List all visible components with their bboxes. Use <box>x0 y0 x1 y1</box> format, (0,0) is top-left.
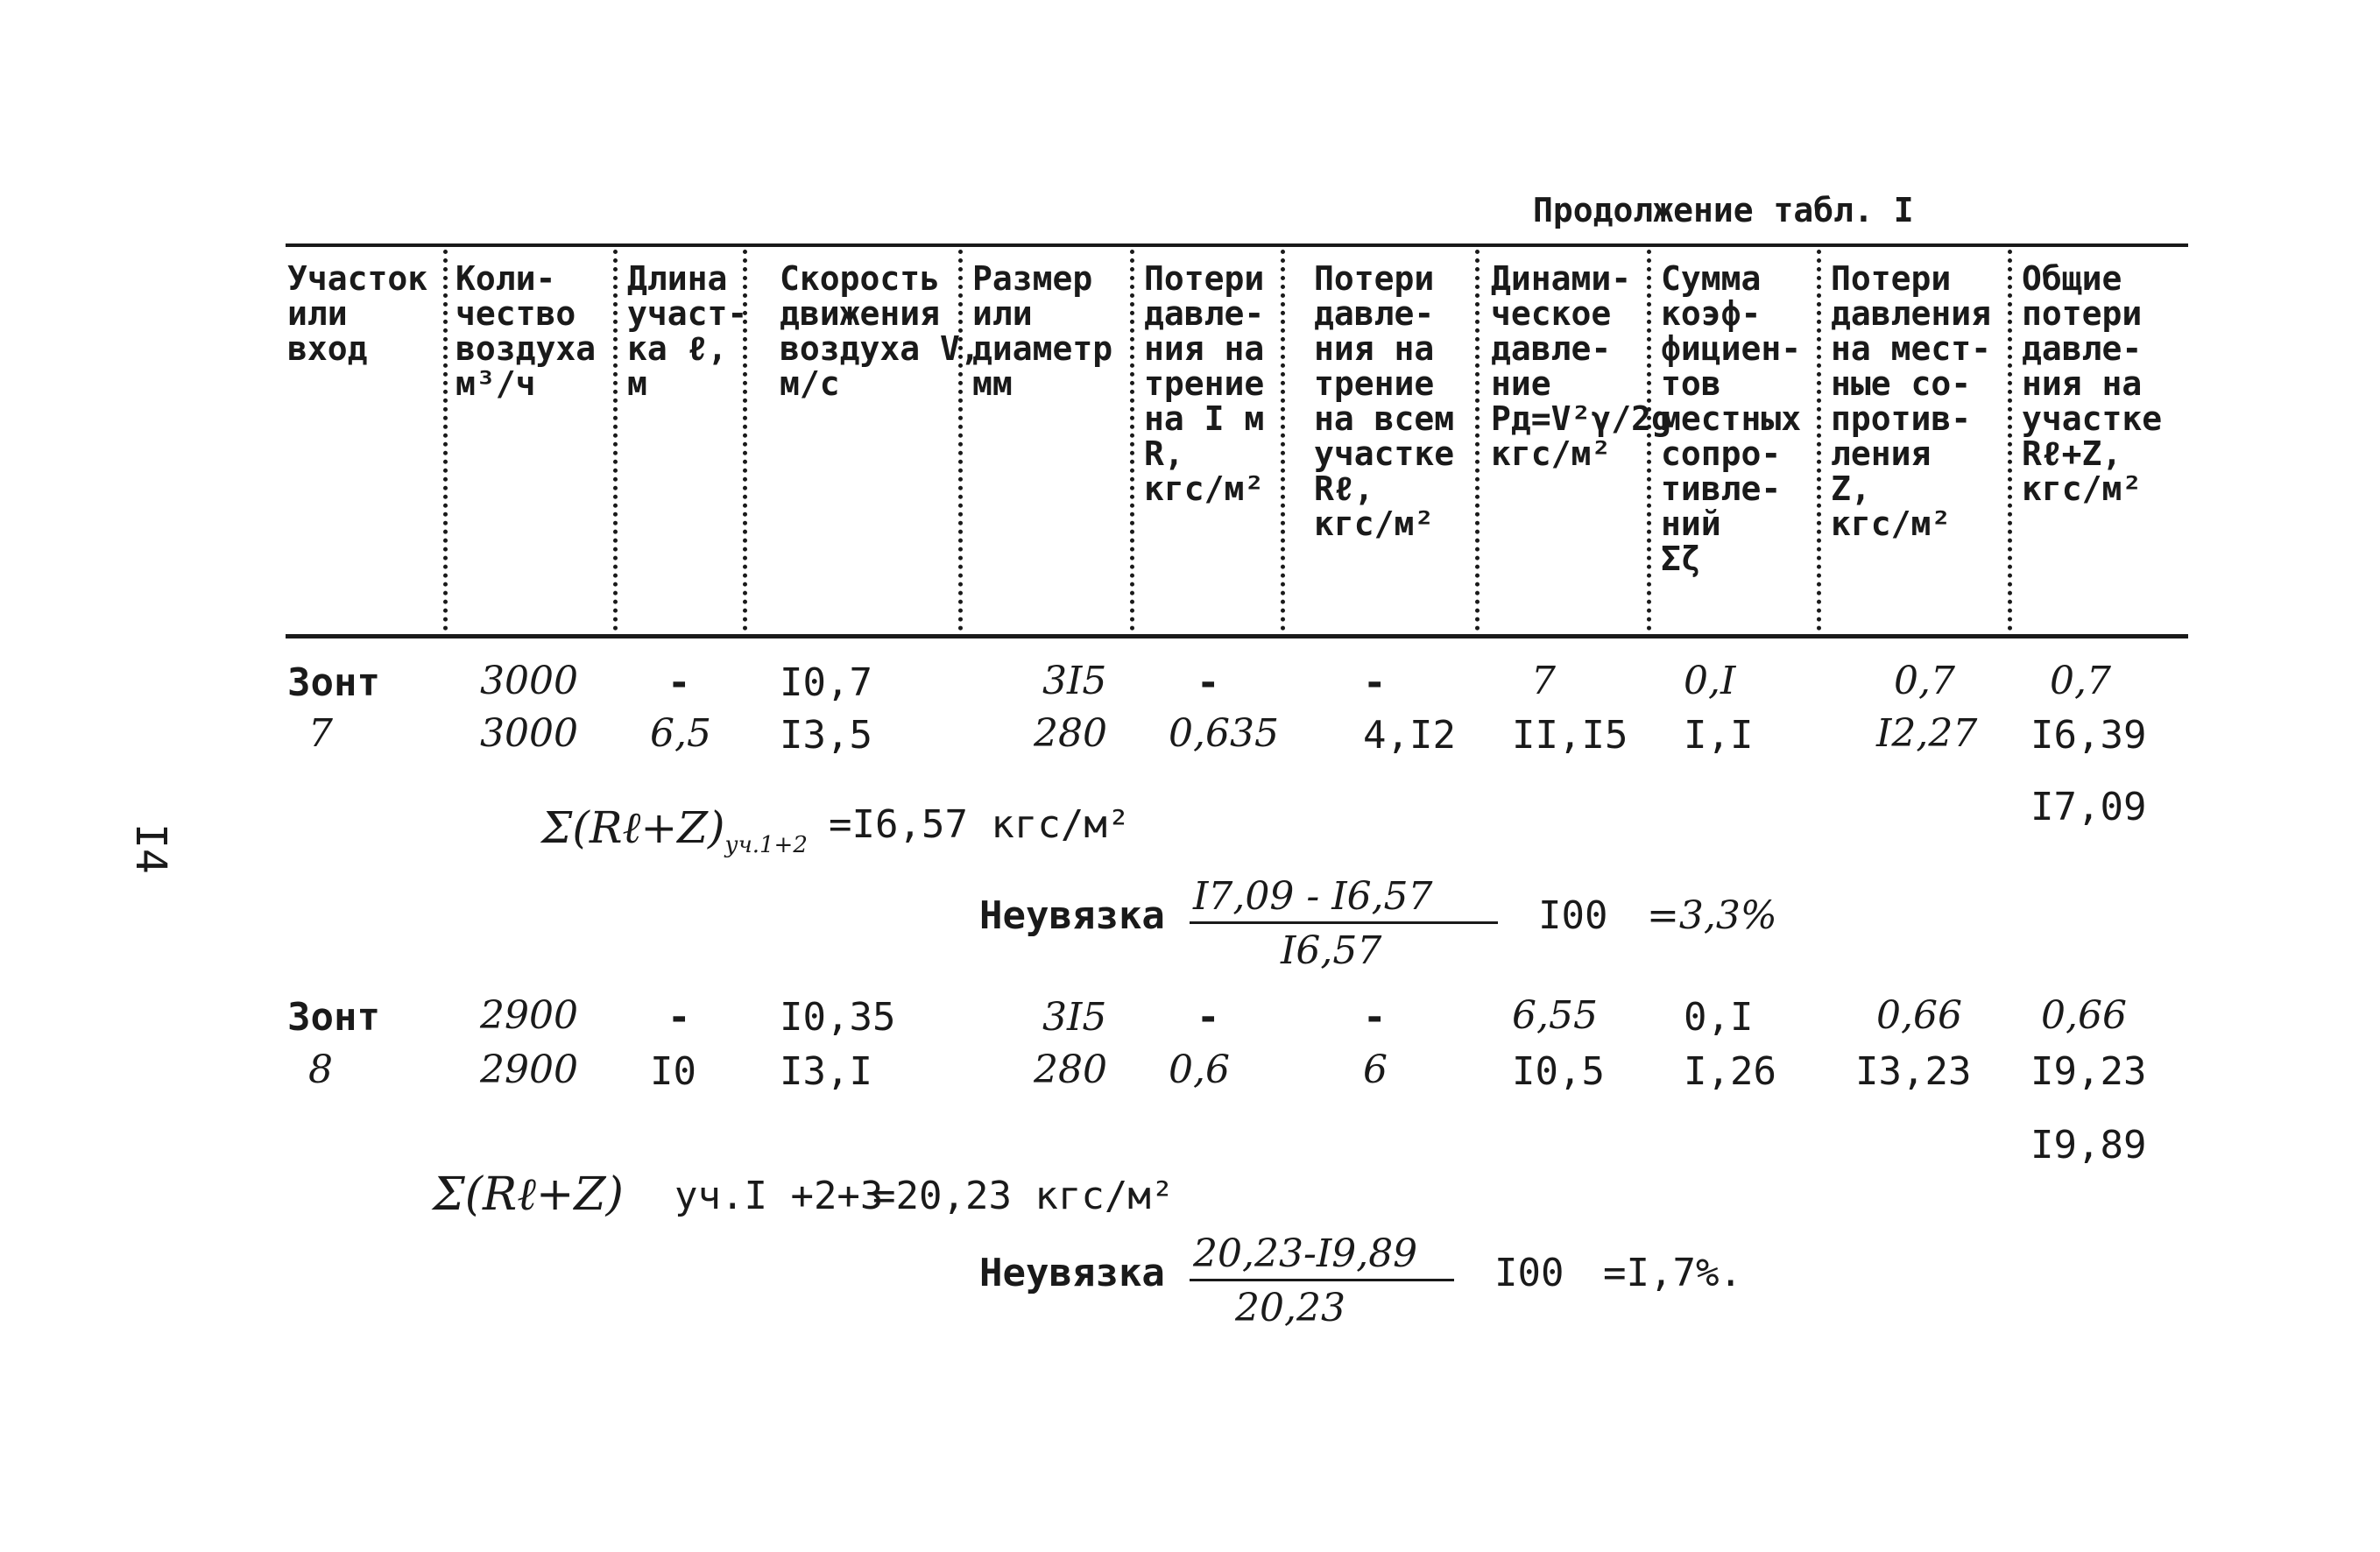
column-separator <box>1475 250 1480 631</box>
sum-expression: $\Sigma(R\ell+Z)_{уч.1+2}$ <box>541 802 808 858</box>
cell-section: Зонт <box>287 660 380 705</box>
cell-friction-total: 6 <box>1363 1048 1388 1092</box>
cell-friction-per-m: 0,635 <box>1169 711 1279 756</box>
cell-length: - <box>667 995 691 1040</box>
cell-length: I0 <box>650 1049 696 1094</box>
cell-diameter: 3I5 <box>1042 995 1107 1040</box>
discrepancy-numerator: I7,09 - I6,57 <box>1193 874 1433 919</box>
column-separator <box>1281 250 1285 631</box>
sum-value: =I6,57 кгс/м² <box>829 802 1131 847</box>
header-coef-sum: Сумма коэф- фициен- тов местных сопро- тивле- ний Σζ <box>1661 259 1802 578</box>
cell-total-sum: I7,09 <box>2030 785 2147 829</box>
column-separator <box>1130 250 1134 631</box>
cell-dynamic-pressure: I0,5 <box>1512 1049 1605 1094</box>
cell-local-loss: I3,23 <box>1855 1049 1972 1094</box>
header-speed: Скорость движения воздуха V, м/с <box>780 259 980 403</box>
cell-quantity: 2900 <box>480 1048 578 1092</box>
cell-friction-total: - <box>1363 995 1387 1040</box>
cell-total-loss: 0,7 <box>2050 659 2111 703</box>
cell-friction-per-m: 0,6 <box>1169 1048 1230 1092</box>
header-bottom-rule <box>286 634 2188 638</box>
discrepancy-label: Неувязка <box>979 1251 1165 1295</box>
discrepancy-result: =3,3% <box>1647 893 1777 938</box>
header-section: Участок или вход <box>287 259 428 368</box>
cell-friction-per-m: - <box>1197 995 1220 1040</box>
discrepancy-multiplier: I00 <box>1538 893 1608 938</box>
cell-length: - <box>667 660 691 705</box>
header-quantity: Коли- чество воздуха м³/ч <box>456 259 597 403</box>
header-diameter: Размер или диаметр мм <box>972 259 1113 403</box>
column-separator <box>958 250 963 631</box>
cell-dynamic-pressure: 7 <box>1531 659 1556 703</box>
cell-coef-sum: 0,I <box>1684 995 1754 1040</box>
sum-range: уч.I +2+3 <box>674 1174 884 1218</box>
cell-section: Зонт <box>287 995 380 1040</box>
cell-section: 8 <box>308 1048 333 1092</box>
cell-dynamic-pressure: 6,55 <box>1512 993 1598 1038</box>
cell-dynamic-pressure: II,I5 <box>1512 713 1628 758</box>
sum-expression: Σ(Rℓ+Z) <box>433 1168 624 1221</box>
cell-diameter: 3I5 <box>1042 659 1107 703</box>
cell-friction-per-m: - <box>1197 660 1220 705</box>
header-total-loss: Общие потери давле- ния на участке Rℓ+Z, кгс/м² <box>2022 259 2163 508</box>
cell-speed: I3,5 <box>780 713 872 758</box>
table-caption: Продолжение табл. I <box>1533 191 1914 229</box>
cell-total-loss: I6,39 <box>2030 713 2147 758</box>
fraction-line <box>1190 1279 1454 1281</box>
cell-speed: I0,7 <box>780 660 872 705</box>
discrepancy-multiplier: I00 <box>1494 1251 1564 1295</box>
header-length: Длина участ- ка ℓ, м <box>627 259 748 403</box>
cell-speed: I3,I <box>780 1049 872 1094</box>
column-separator <box>1817 250 1821 631</box>
table-top-rule <box>286 243 2188 247</box>
cell-section: 7 <box>308 711 333 756</box>
discrepancy-label: Неувязка <box>979 893 1165 938</box>
column-separator <box>2008 250 2012 631</box>
discrepancy-denominator: I6,57 <box>1281 928 1382 973</box>
cell-local-loss: I2,27 <box>1876 711 1978 756</box>
cell-quantity: 3000 <box>480 711 578 756</box>
cell-diameter: 280 <box>1034 711 1107 756</box>
sum-value: =20,23 кгс/м² <box>872 1174 1175 1218</box>
column-separator <box>743 250 747 631</box>
cell-diameter: 280 <box>1034 1048 1107 1092</box>
cell-local-loss: 0,7 <box>1894 659 1955 703</box>
cell-length: 6,5 <box>650 711 711 756</box>
column-separator <box>1647 250 1651 631</box>
cell-local-loss: 0,66 <box>1876 993 1962 1038</box>
fraction-line <box>1190 921 1498 924</box>
column-separator <box>613 250 618 631</box>
discrepancy-result: =I,7%. <box>1603 1251 1742 1295</box>
header-friction-total: Потери давле- ния на трение на всем участке Rℓ, кгс/м² <box>1314 259 1455 543</box>
cell-quantity: 2900 <box>480 993 578 1038</box>
discrepancy-numerator: 20,23-I9,89 <box>1193 1231 1418 1276</box>
cell-total-loss: 0,66 <box>2041 993 2127 1038</box>
header-local-loss: Потери давления на мест- ные со- против- ления Z, кгс/м² <box>1831 259 1992 543</box>
cell-friction-total: 4,I2 <box>1363 713 1456 758</box>
cell-coef-sum: 0,I <box>1684 659 1736 703</box>
cell-friction-total: - <box>1363 660 1387 705</box>
cell-coef-sum: I,26 <box>1684 1049 1776 1094</box>
column-separator <box>443 250 448 631</box>
header-dynamic-pressure: Динами- ческое давле- ние Pд=V²γ/2g кгс/м² <box>1491 259 1671 473</box>
header-friction-per-m: Потери давле- ния на трение на I м R, кгс/м² <box>1144 259 1265 508</box>
cell-speed: I0,35 <box>780 995 896 1040</box>
cell-coef-sum: I,I <box>1684 713 1754 758</box>
discrepancy-denominator: 20,23 <box>1235 1286 1345 1330</box>
cell-total-loss: I9,23 <box>2030 1049 2147 1094</box>
cell-quantity: 3000 <box>480 659 578 703</box>
page-number: I4 <box>126 823 175 874</box>
cell-total-sum: I9,89 <box>2030 1123 2147 1168</box>
